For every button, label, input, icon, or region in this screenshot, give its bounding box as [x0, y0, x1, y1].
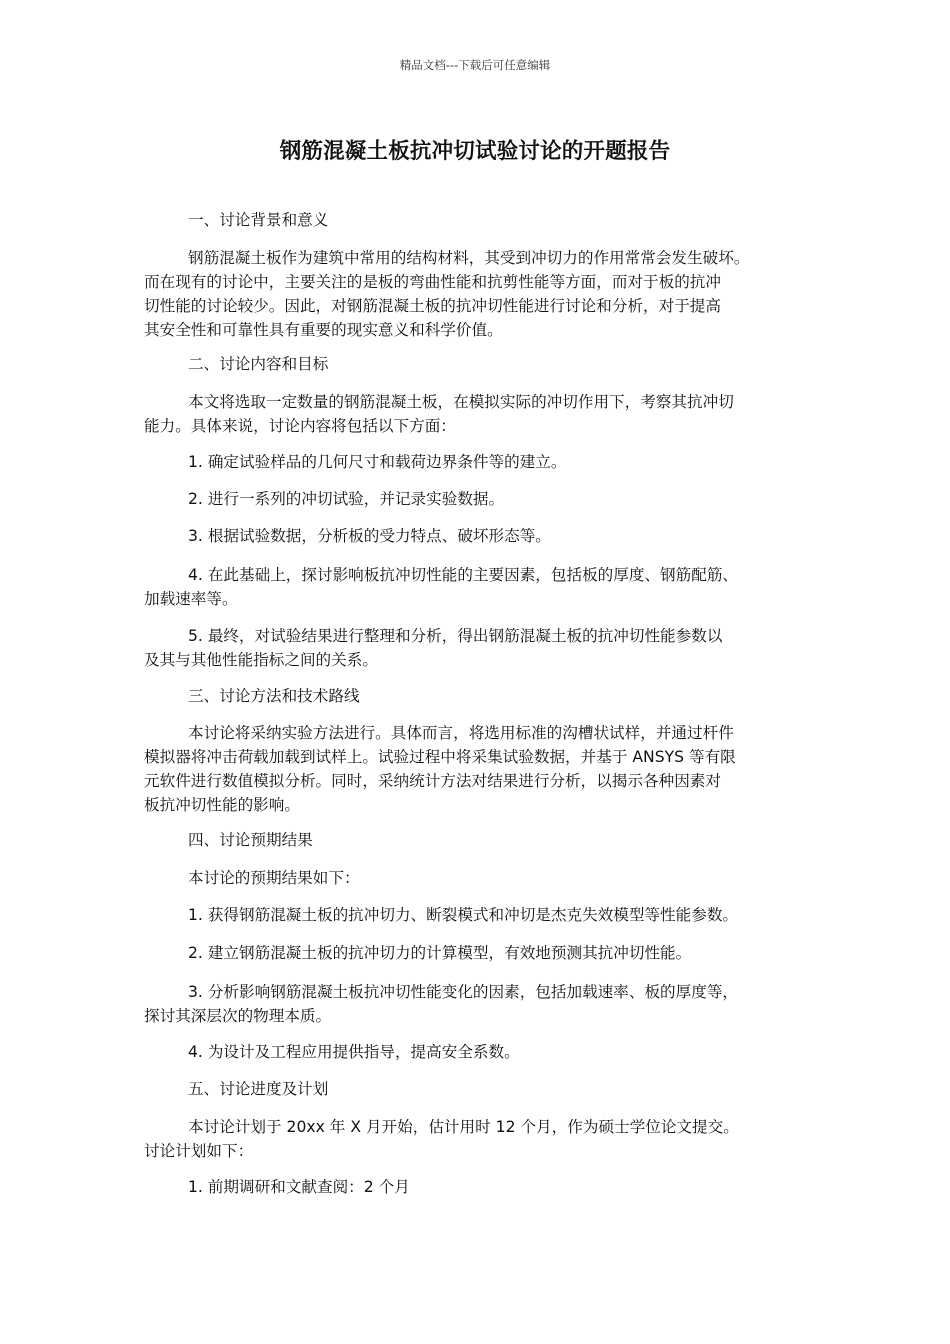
paragraph-line: 加载速率等。 [144, 590, 238, 608]
paragraph [144, 1040, 816, 1064]
paragraph-line: 其安全性和可靠性具有重要的现实意义和科学价值。 [144, 321, 503, 339]
paragraph [144, 624, 816, 672]
paragraph-line: 板抗冲切性能的影响。 [144, 796, 300, 814]
paragraph [144, 941, 816, 965]
paragraph-line: 4. 在此基础上，探讨影响板抗冲切性能的主要因素，包括板的厚度、钢筋配筋、 [188, 566, 739, 584]
paragraph [144, 1077, 816, 1101]
paragraph [144, 684, 816, 708]
paragraph-line: 五、讨论进度及计划 [188, 1080, 329, 1098]
paragraph-line: 本讨论的预期结果如下： [188, 869, 360, 887]
paragraph-line: 3. 根据试验数据，分析板的受力特点、破坏形态等。 [188, 527, 551, 545]
paragraph [144, 390, 816, 438]
paragraph-line: 2. 进行一系列的冲切试验，并记录实验数据。 [188, 490, 505, 508]
paragraph-line: 四、讨论预期结果 [188, 831, 313, 849]
paragraph [144, 352, 816, 376]
paragraph [144, 980, 816, 1028]
paragraph-line: 一、讨论背景和意义 [188, 211, 329, 229]
paragraph [144, 1115, 816, 1163]
paragraph-line: 而在现有的讨论中，主要关注的是板的弯曲性能和抗剪性能等方面，而对于板的抗冲 [144, 273, 721, 291]
paragraph [144, 487, 816, 511]
document-title: 钢筋混凝土板抗冲切试验讨论的开题报告 [279, 139, 671, 164]
paragraph [144, 903, 816, 927]
header-note: 精品文档---下载后可任意编辑 [399, 58, 551, 72]
paragraph [144, 1175, 816, 1199]
paragraph [144, 524, 816, 548]
paragraph-line: 本讨论将采纳实验方法进行。具体而言，将选用标准的沟槽状试样，并通过杆件 [188, 724, 734, 742]
paragraph [144, 721, 816, 817]
paragraph-line: 3. 分析影响钢筋混凝土板抗冲切性能变化的因素，包括加载速率、板的厚度等， [188, 983, 739, 1001]
paragraph [144, 828, 816, 852]
paragraph-line: 1. 确定试验样品的几何尺寸和载荷边界条件等的建立。 [188, 453, 567, 471]
paragraph-line: 三、讨论方法和技术路线 [188, 687, 360, 705]
paragraph-line: 2. 建立钢筋混凝土板的抗冲切力的计算模型，有效地预测其抗冲切性能。 [188, 944, 692, 962]
paragraph [144, 208, 816, 232]
paragraph-line: 探讨其深层次的物理本质。 [144, 1007, 332, 1025]
paragraph [144, 450, 816, 474]
paragraph-line: 4. 为设计及工程应用提供指导，提高安全系数。 [188, 1043, 520, 1061]
paragraph-line: 1. 获得钢筋混凝土板的抗冲切力、断裂模式和冲切是杰克失效模型等性能参数。 [188, 906, 739, 924]
paragraph-line: 5. 最终，对试验结果进行整理和分析，得出钢筋混凝土板的抗冲切性能参数以 [188, 627, 723, 645]
paragraph-line: 切性能的讨论较少。因此，对钢筋混凝土板的抗冲切性能进行讨论和分析，对于提高 [144, 297, 721, 315]
paragraph-line: 及其与其他性能指标之间的关系。 [144, 651, 378, 669]
paragraph-line: 能力。具体来说，讨论内容将包括以下方面： [144, 417, 456, 435]
paragraph [144, 563, 816, 611]
paragraph-line: 模拟器将冲击荷载加载到试样上。试验过程中将采集试验数据，并基于 ANSYS 等有限 [144, 748, 736, 766]
paragraph-line: 本讨论计划于 20xx 年 X 月开始，估计用时 12 个月，作为硕士学位论文提交。 [188, 1118, 739, 1136]
paragraph-line: 二、讨论内容和目标 [188, 355, 329, 373]
paragraph-line: 钢筋混凝土板作为建筑中常用的结构材料，其受到冲切力的作用常常会发生破坏。 [188, 249, 750, 267]
paragraph [144, 866, 816, 890]
paragraph-line: 元软件进行数值模拟分析。同时，采纳统计方法对结果进行分析，以揭示各种因素对 [144, 772, 721, 790]
paragraph-line: 讨论计划如下： [144, 1142, 254, 1160]
paragraph [144, 246, 816, 342]
paragraph-line: 本文将选取一定数量的钢筋混凝土板，在模拟实际的冲切作用下，考察其抗冲切 [188, 393, 734, 411]
paragraph-line: 1. 前期调研和文献查阅：2 个月 [188, 1178, 410, 1196]
